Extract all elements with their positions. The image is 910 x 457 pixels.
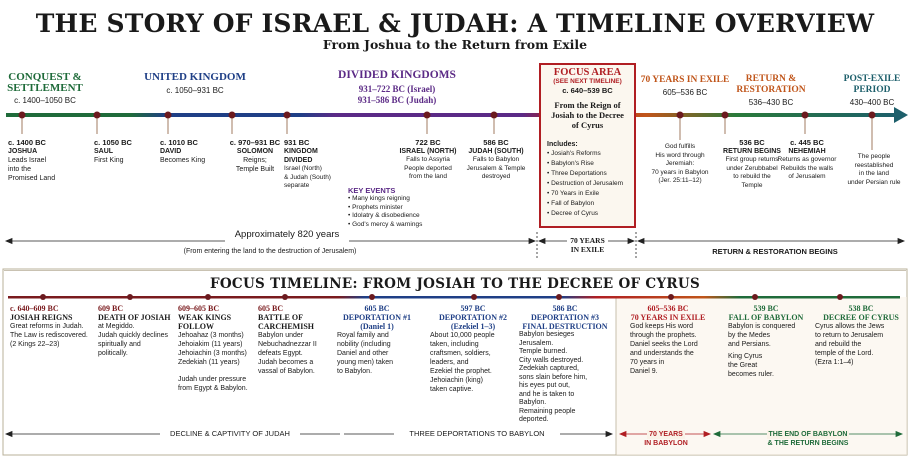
- timeline-arrowhead: [894, 107, 908, 123]
- era-conquest-range: c. 1400–1050 BC: [14, 96, 76, 105]
- era-united-title: UNITED KINGDOM: [144, 71, 246, 83]
- focus-area-includes: Includes: • Josiah's Reforms • Babylon's Rise • Three Deportations • Destruction of Jerusalem • 70 Years in Exile • Fall of Babylon • Decree of Cyrus: [547, 140, 633, 219]
- span-restoration-label: RETURN & RESTORATION BEGINS: [712, 247, 838, 256]
- era-restoration-title: RETURN & RESTORATION: [736, 74, 806, 95]
- focus-col-deportation-3: 586 BC DEPORTATION #3 FINAL DESTRUCTION Babylon besieges Jerusalem. Temple burned. City walls destroyed. Zedekiah captured, sons slain before him, his eyes put out, and he is taken to Babylon. Remaining people deported.: [519, 304, 608, 423]
- event-israel-falls: 722 BC ISRAEL (NORTH) Falls to Assyria People deported from the land: [399, 138, 457, 180]
- label-70-years-babylon: 70 YEARS IN BABYLON: [644, 431, 688, 447]
- marker-return: [722, 112, 729, 119]
- era-conquest-title: CONQUEST & SETTLEMENT: [7, 71, 83, 94]
- focus-col-decree-cyrus: 538 BC DECREE OF CYRUS Cyrus allows the Jews to return to Jerusalem and rebuild the temple of the Lord. (Ezra 1:1–4): [815, 304, 899, 366]
- marker-joshua: [19, 112, 26, 119]
- focus-col-deportation-2: 597 BC DEPORTATION #2 (Ezekiel 1–3) About 10,000 people taken, including craftsmen, soldiers, leaders, and Ezekiel the prophet. Jehoiachin (king) taken captive.: [430, 304, 508, 393]
- label-end-of-babylon: THE END OF BABYLON & THE RETURN BEGINS: [767, 431, 849, 447]
- event-joshua: c. 1400 BC JOSHUA Leads Israel into the Promised Land: [8, 138, 56, 182]
- era-divided-range: 931–722 BC (Israel) 931–586 BC (Judah): [357, 84, 437, 105]
- event-kingdom-divided: 931 BC KINGDOM DIVIDED Israel (North) & Judah (South) separate: [284, 138, 331, 189]
- era-restoration-range: 536–430 BC: [748, 98, 794, 107]
- label-three-deportations: THREE DEPORTATIONS TO BABYLON: [394, 429, 560, 438]
- page-subtitle: From Joshua to the Return from Exile: [322, 37, 588, 52]
- exile-note: God fulfills His word through Jeremiah: 70 years in Babylon (Jer. 25:11–12): [651, 143, 709, 184]
- focus-timeline-header: FOCUS TIMELINE: FROM JOSIAH TO THE DECREE OF CYRUS: [4, 270, 906, 294]
- event-solomon: c. 970–931 BC SOLOMON Reigns; Temple Built: [229, 138, 281, 173]
- focus-col-josiah: c. 640–609 BC JOSIAH REIGNS Great reforms in Judah. The Law is rediscovered. (2 Kings 22–23): [10, 304, 88, 348]
- approx-years-label: Approximately 820 years: [225, 228, 349, 242]
- marker-israel-fall: [424, 112, 431, 119]
- marker-divided: [284, 112, 291, 119]
- focus-col-weak-kings: 609–605 BC WEAK KINGS FOLLOW Jehoahaz (3 months) Jehoiakim (11 years) Jehoiachin (3 months) Zedekiah (11 years) Judah under pressure from Egypt & Babylon.: [178, 304, 248, 392]
- era-exile-title: 70 YEARS IN EXILE: [640, 75, 730, 85]
- span-land-to-destruction: (From entering the land to the destruction of Jerusalem): [183, 248, 357, 255]
- span-exile-label: 70 YEARS IN EXILE: [541, 236, 634, 254]
- era-united-range: c. 1050–931 BC: [166, 86, 224, 95]
- era-exile-range: 605–536 BC: [662, 88, 708, 97]
- event-saul: c. 1050 BC SAUL First King: [94, 138, 132, 164]
- marker-solomon: [229, 112, 236, 119]
- marker-post-exile: [869, 112, 876, 119]
- focus-col-exile: 605–536 BC 70 YEARS IN EXILE God keeps His word through the prophets. Daniel seeks the Lord and understands the 70 years in Daniel 9.: [630, 304, 706, 375]
- focus-col-deportation-1: 605 BC DEPORTATION #1 (Daniel 1) Royal family and nobility (including Daniel and other young men) taken to Babylon.: [337, 304, 412, 375]
- focus-area-header: FOCUS AREA (SEE NEXT TIMELINE) c. 640–539 BC From the Reign of Josiah to the Decree of Cyrus: [551, 67, 624, 130]
- era-divided-title: DIVIDED KINGDOMS: [338, 69, 456, 81]
- marker-david: [165, 112, 172, 119]
- main-timeline-bar: [6, 113, 896, 117]
- focus-col-death-josiah: 609 BC DEATH OF JOSIAH at Megiddo. Judah quickly declines spiritually and politically.: [98, 304, 171, 357]
- era-postexile-range: 430–400 BC: [849, 98, 895, 107]
- post-exile-note: The people reestablished in the land under Persian rule: [847, 153, 901, 186]
- marker-saul: [94, 112, 101, 119]
- event-return-begins: 536 BC RETURN BEGINS First group returns under Zerubbabel to rebuild the Temple: [723, 138, 781, 189]
- focus-col-carchemish: 605 BC BATTLE OF CARCHEMISH Babylon under Nebuchadnezzar II defeats Egypt. Judah becomes a vassal of Babylon.: [258, 304, 317, 375]
- event-nehemiah: c. 445 BC NEHEMIAH Returns as governor Rebuilds the walls of Jerusalem: [777, 138, 837, 180]
- marker-nehemiah: [802, 112, 809, 119]
- marker-exile: [677, 112, 684, 119]
- era-postexile-title: POST-EXILE PERIOD: [843, 74, 901, 95]
- event-judah-falls: 586 BC JUDAH (SOUTH) Falls to Babylon Jerusalem & Temple destroyed: [466, 138, 526, 180]
- label-decline-captivity: DECLINE & CAPTIVITY OF JUDAH: [160, 429, 300, 438]
- page-title: THE STORY OF ISRAEL & JUDAH: A TIMELINE OVERVIEW: [35, 9, 875, 38]
- event-david: c. 1010 BC DAVID Becomes King: [160, 138, 206, 164]
- key-events: KEY EVENTS • Many kings reigning • Prophets minister • Idolatry & disobedience • God's mercy & warnings: [348, 186, 458, 229]
- marker-judah-fall: [491, 112, 498, 119]
- focus-timeline-bar: [8, 296, 900, 299]
- focus-col-fall-babylon: 539 BC FALL OF BABYLON Babylon is conquered by the Medes and Persians. King Cyrus the Great becomes ruler.: [728, 304, 804, 378]
